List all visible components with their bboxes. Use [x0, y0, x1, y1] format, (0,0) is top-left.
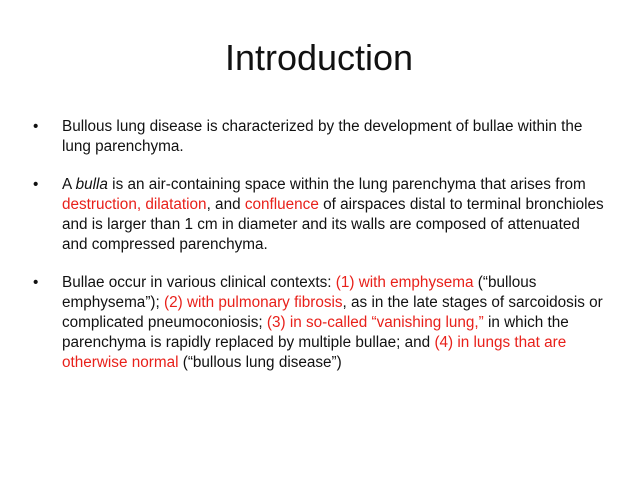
highlighted-term: (4) in lungs that are otherwise normal [62, 334, 567, 371]
bullet-text-segment: Bullous lung disease is characterized by the development of bullae within the lung parenchyma. [62, 118, 583, 155]
bullet-text-segment: (“bullous lung disease”) [178, 354, 342, 371]
highlighted-term: (3) in so-called “vanishing lung,” [266, 314, 484, 331]
bullet-list [0, 117, 638, 391]
slide-title: Introduction [224, 37, 414, 78]
bullet-text-segment: Bullae occur in various clinical contexts: [62, 274, 336, 291]
highlighted-term: confluence [244, 196, 319, 213]
bullet-item [0, 273, 638, 373]
highlighted-term: (1) with emphysema [335, 274, 474, 291]
bullet-term-italic: bulla [75, 176, 108, 193]
bullet-text-segment: (“bullous emphysema”); [62, 274, 537, 311]
highlighted-term: (2) with pulmonary fibrosis [164, 294, 343, 311]
bullet-text-segment: A [62, 176, 76, 193]
bullet-point-icon: • [33, 274, 39, 291]
bullet-point-icon: • [33, 118, 39, 135]
bullet-text-segment: , and [206, 196, 245, 213]
bullet-point-icon: • [33, 176, 39, 193]
bullet-item [0, 175, 638, 255]
bullet-text-segment: , as in the late stages of sarcoidosis or complicated pneumoconiosis; [62, 294, 603, 331]
bullet-text-segment: in which the parenchyma is rapidly replaced by multiple bullae; and [62, 314, 569, 351]
highlighted-term: destruction, dilatation [62, 196, 207, 213]
bullet-text-segment: is an air-containing space within the lung parenchyma that arises from [107, 176, 586, 193]
bullet-item [0, 117, 638, 157]
bullet-text-segment: of airspaces distal to terminal bronchioles and is larger than 1 cm in diameter and its walls are composed of attenuated and compressed parenchyma. [62, 196, 604, 253]
